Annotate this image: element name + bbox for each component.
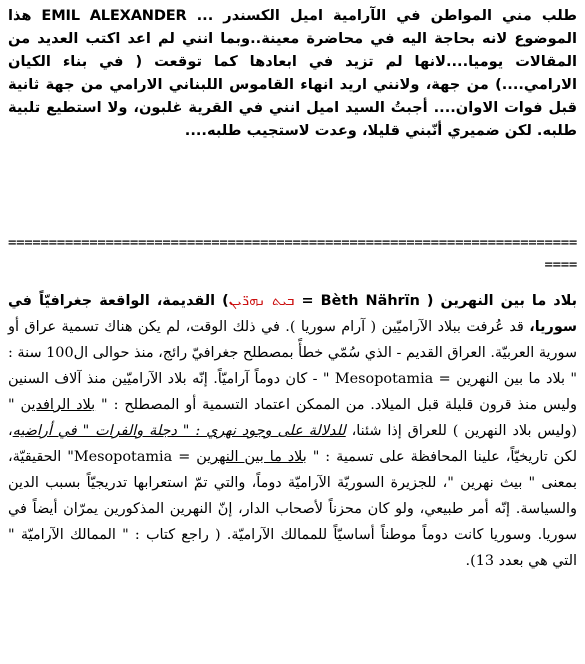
body-text-5: =	[172, 449, 197, 465]
body-text-1: قد عُرفت ببلاد الآراميّين ( آرام سوريا ). في ذلك الوقت، لم يكن هناك تسمية عراق أو سورية العربيّة. العراق القديم - الذي سُمّي خطأً بمصطلح جغرافيّ رائج، منذ حوالى ال100 سنة : " بلاد ما بين النهرين =	[8, 319, 577, 387]
rafidain-term: بلاد الرافدين	[20, 397, 96, 413]
equals-divider: ==========================================================================	[7, 235, 577, 273]
heading-text-start: بلاد ما بين النهرين (	[419, 293, 578, 309]
equals-sign: =	[294, 293, 321, 309]
body-text-6: " الحقيقيّة، بمعنى " بيث نهرين "، للجزيرة السوريّة الآراميّة دوماً، والتي تمّ استعرابها تدريجيّاً بسبب الدين والسياسة. إنّه أمر طبيعي، ولو كان محزناً لأصحاب الدار، إنّ النهرين المذكورين يمرّان أيضاً في سوريا. وسوريا كانت دوماً موطناً أساسيّاً للممالك الآراميّة. ( راجع كتاب : " الممالك الآراميّة " التي هي بعدد 13).	[8, 449, 577, 569]
tigris-euphrates-note: للدلالة على وجود نهري : " دجلة والفرات " في أراضيه	[12, 423, 346, 439]
intro-text-start: طلب مني المواطن في الآرامية اميل الكسندر ...	[186, 7, 577, 24]
beth-nahrin-syriac: ܒܝܬ ܢܗܪ̈ܝܢ	[228, 293, 295, 309]
person-name-latin: EMIL ALEXANDER	[41, 7, 187, 24]
heading-text-end: ) القديمة، الواقعة جغرافيّاً في سوريا،	[8, 293, 577, 335]
mesopotamia-term-1: Mesopotamia	[334, 371, 434, 387]
intro-text-rest: هذا الموضوع لانه بحاجة اليه في محاضرة معينة..وبما انني لم اعد اكتب العديد من المقالات يوميا....لانها لم تزيد في ابعادها كما توقعت ( في بناء الكيان الارامي....) من جهة، ولانني اريد انهاء القاموس اللبناني الارامي من جهة ثانية قبل فوات الاوان.... أجبتُ السيد اميل انني في القرية غلبون، ولا استطيع تلبية طلبه. لكن ضميري أنّبني قليلا، وعدت لاستجيب طلبه....	[8, 7, 577, 139]
beth-nahrin-latin: Bèth Nährïn	[320, 293, 420, 309]
body-text-3: " (وليس بلاد النهرين ) للعراق إذا شئنا،	[8, 397, 577, 439]
body-text-2: " - كان دوماً آراميّاً. إنّه بلاد الآراميّين منذ آلاف السنين وليس منذ قرون قليلة قبل الميلاد. من الممكن اعتماد التسمية أو المصطلح : "	[8, 371, 577, 413]
body-text-4: ، لكن تاريخيّاً، علينا المحافظة على تسمية : "	[8, 423, 577, 465]
mesopotamia-term-2: Mesopotamia	[73, 449, 173, 465]
intro-paragraph	[8, 4, 577, 142]
bilad-term: بلاد ما بين النهرين	[196, 449, 307, 465]
mesopotamia-paragraph	[8, 288, 577, 574]
